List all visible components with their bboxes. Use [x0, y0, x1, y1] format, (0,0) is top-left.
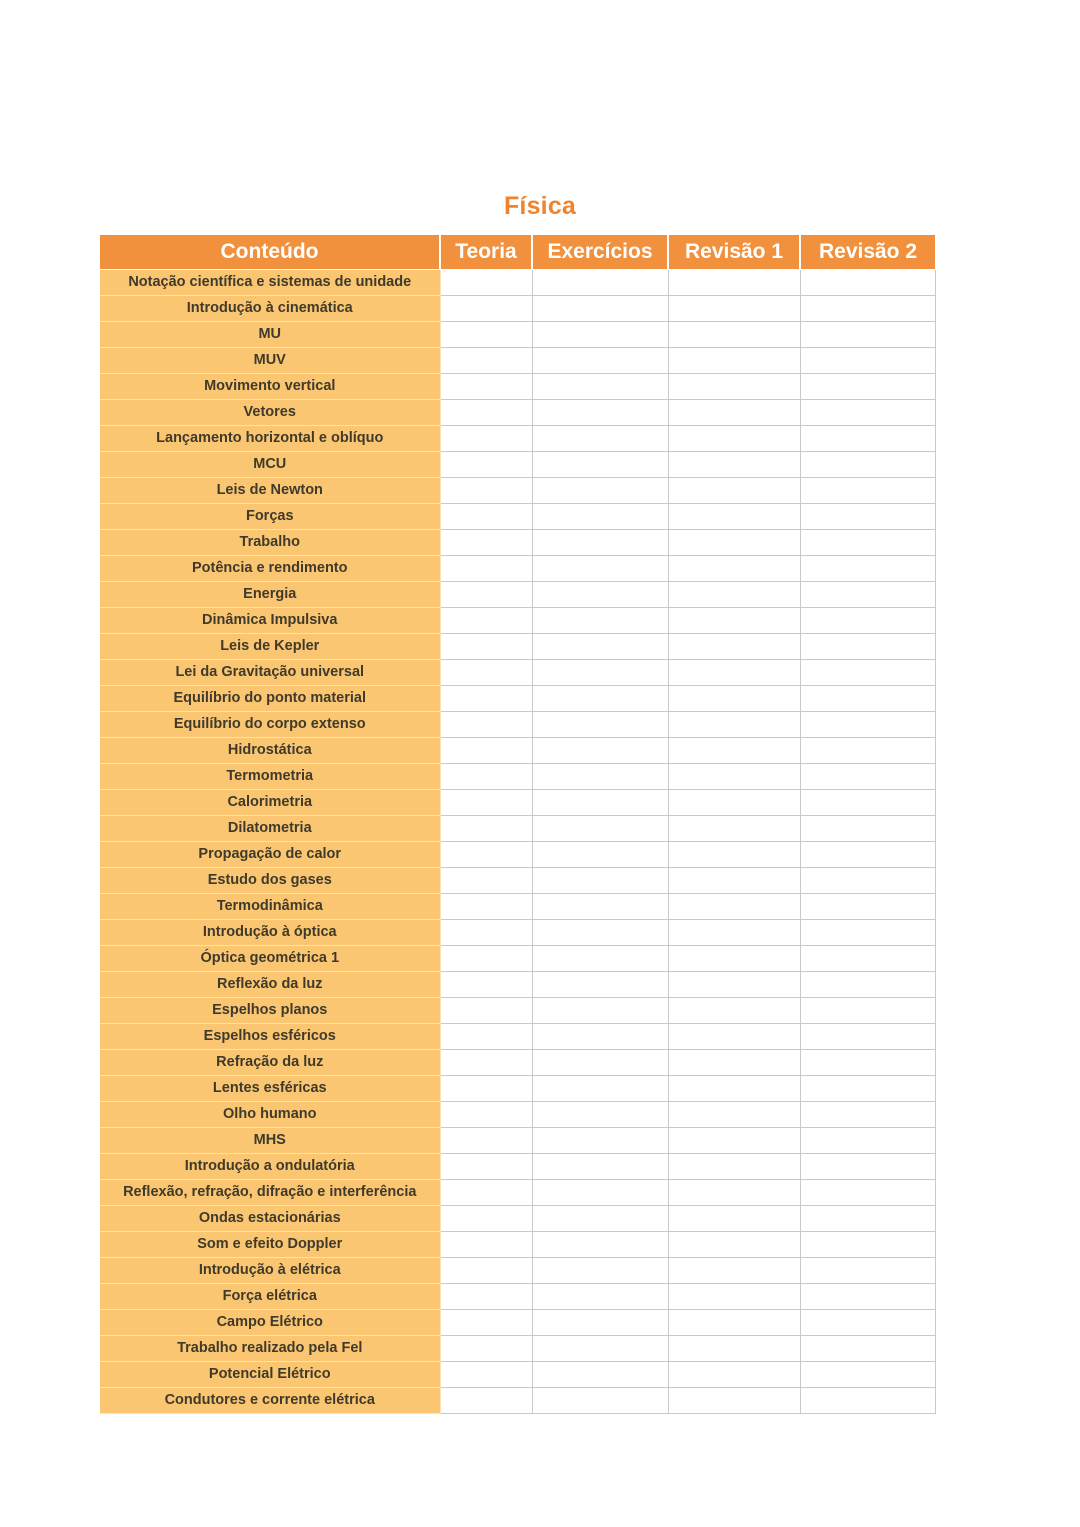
topic-cell: Condutores e corrente elétrica — [100, 1387, 440, 1413]
status-cell-revisao-2[interactable] — [800, 971, 935, 997]
status-cell-teoria[interactable] — [440, 867, 532, 893]
column-header-teoria: Teoria — [440, 235, 532, 269]
topic-cell: Potência e rendimento — [100, 555, 440, 581]
topic-cell: MCU — [100, 451, 440, 477]
status-cell-revisao-2[interactable] — [800, 321, 935, 347]
table-row — [100, 919, 935, 945]
topic-cell: Óptica geométrica 1 — [100, 945, 440, 971]
topic-cell: MUV — [100, 347, 440, 373]
status-cell-exercicios[interactable] — [532, 1283, 668, 1309]
topic-cell: Dilatometria — [100, 815, 440, 841]
status-cell-revisao-1[interactable] — [668, 685, 800, 711]
status-cell-teoria[interactable] — [440, 1049, 532, 1075]
status-cell-revisao-1[interactable] — [668, 295, 800, 321]
status-cell-revisao-1[interactable] — [668, 633, 800, 659]
topic-cell: Hidrostática — [100, 737, 440, 763]
status-cell-revisao-1[interactable] — [668, 919, 800, 945]
table-row — [100, 815, 935, 841]
table-row — [100, 997, 935, 1023]
topic-cell: Introdução à cinemática — [100, 295, 440, 321]
status-cell-revisao-2[interactable] — [800, 815, 935, 841]
status-cell-revisao-1[interactable] — [668, 841, 800, 867]
status-cell-revisao-1[interactable] — [668, 1179, 800, 1205]
status-cell-revisao-2[interactable] — [800, 1309, 935, 1335]
topic-cell: Energia — [100, 581, 440, 607]
status-cell-teoria[interactable] — [440, 399, 532, 425]
status-cell-teoria[interactable] — [440, 893, 532, 919]
status-cell-exercicios[interactable] — [532, 815, 668, 841]
topic-cell: Espelhos planos — [100, 997, 440, 1023]
table-row — [100, 555, 935, 581]
status-cell-revisao-1[interactable] — [668, 425, 800, 451]
topic-cell: Lentes esféricas — [100, 1075, 440, 1101]
status-cell-exercicios[interactable] — [532, 1153, 668, 1179]
status-cell-revisao-1[interactable] — [668, 503, 800, 529]
status-cell-exercicios[interactable] — [532, 1387, 668, 1413]
status-cell-revisao-2[interactable] — [800, 711, 935, 737]
status-cell-revisao-1[interactable] — [668, 451, 800, 477]
status-cell-exercicios[interactable] — [532, 1101, 668, 1127]
status-cell-exercicios[interactable] — [532, 1205, 668, 1231]
status-cell-teoria[interactable] — [440, 1101, 532, 1127]
topic-cell: MU — [100, 321, 440, 347]
status-cell-teoria[interactable] — [440, 815, 532, 841]
status-cell-revisao-1[interactable] — [668, 763, 800, 789]
table-row — [100, 971, 935, 997]
status-cell-teoria[interactable] — [440, 1257, 532, 1283]
topic-cell: Equilíbrio do corpo extenso — [100, 711, 440, 737]
status-cell-revisao-1[interactable] — [668, 659, 800, 685]
column-header-revisao-1: Revisão 1 — [668, 235, 800, 269]
status-cell-revisao-1[interactable] — [668, 1257, 800, 1283]
status-cell-teoria[interactable] — [440, 1335, 532, 1361]
status-cell-exercicios[interactable] — [532, 503, 668, 529]
status-cell-exercicios[interactable] — [532, 399, 668, 425]
table-row — [100, 1023, 935, 1049]
table-row — [100, 841, 935, 867]
table-row — [100, 581, 935, 607]
status-cell-exercicios[interactable] — [532, 1309, 668, 1335]
table-row — [100, 477, 935, 503]
status-cell-teoria[interactable] — [440, 841, 532, 867]
table-row — [100, 737, 935, 763]
status-cell-revisao-1[interactable] — [668, 477, 800, 503]
column-header-revisao-2: Revisão 2 — [800, 235, 935, 269]
status-cell-exercicios[interactable] — [532, 841, 668, 867]
status-cell-revisao-2[interactable] — [800, 1335, 935, 1361]
status-cell-revisao-2[interactable] — [800, 1127, 935, 1153]
status-cell-revisao-1[interactable] — [668, 269, 800, 295]
table-row — [100, 789, 935, 815]
status-cell-teoria[interactable] — [440, 971, 532, 997]
status-cell-exercicios[interactable] — [532, 1049, 668, 1075]
status-cell-teoria[interactable] — [440, 1387, 532, 1413]
topic-cell: Reflexão da luz — [100, 971, 440, 997]
status-cell-revisao-1[interactable] — [668, 399, 800, 425]
table-row — [100, 321, 935, 347]
status-cell-revisao-2[interactable] — [800, 1387, 935, 1413]
status-cell-exercicios[interactable] — [532, 295, 668, 321]
status-cell-exercicios[interactable] — [532, 347, 668, 373]
table-row — [100, 373, 935, 399]
topic-cell: Introdução à óptica — [100, 919, 440, 945]
status-cell-revisao-2[interactable] — [800, 451, 935, 477]
topic-cell: Notação científica e sistemas de unidade — [100, 269, 440, 295]
topic-cell: Força elétrica — [100, 1283, 440, 1309]
status-cell-teoria[interactable] — [440, 321, 532, 347]
topic-cell: Reflexão, refração, difração e interferência — [100, 1179, 440, 1205]
status-cell-revisao-1[interactable] — [668, 1049, 800, 1075]
status-cell-revisao-1[interactable] — [668, 1231, 800, 1257]
status-cell-revisao-2[interactable] — [800, 685, 935, 711]
status-cell-revisao-1[interactable] — [668, 1101, 800, 1127]
status-cell-revisao-2[interactable] — [800, 1023, 935, 1049]
status-cell-revisao-1[interactable] — [668, 1309, 800, 1335]
status-cell-teoria[interactable] — [440, 763, 532, 789]
status-cell-exercicios[interactable] — [532, 633, 668, 659]
status-cell-revisao-2[interactable] — [800, 555, 935, 581]
status-cell-teoria[interactable] — [440, 919, 532, 945]
status-cell-exercicios[interactable] — [532, 1179, 668, 1205]
table-row — [100, 1309, 935, 1335]
status-cell-teoria[interactable] — [440, 945, 532, 971]
status-cell-exercicios[interactable] — [532, 269, 668, 295]
status-cell-revisao-1[interactable] — [668, 607, 800, 633]
table-row — [100, 269, 935, 295]
header-row — [100, 235, 935, 269]
status-cell-exercicios[interactable] — [532, 1075, 668, 1101]
status-cell-revisao-1[interactable] — [668, 711, 800, 737]
status-cell-revisao-2[interactable] — [800, 1179, 935, 1205]
status-cell-exercicios[interactable] — [532, 711, 668, 737]
table-row — [100, 1127, 935, 1153]
status-cell-teoria[interactable] — [440, 997, 532, 1023]
table-row — [100, 945, 935, 971]
status-cell-revisao-2[interactable] — [800, 919, 935, 945]
topic-cell: Forças — [100, 503, 440, 529]
status-cell-revisao-1[interactable] — [668, 997, 800, 1023]
status-cell-teoria[interactable] — [440, 425, 532, 451]
table-row — [100, 529, 935, 555]
status-cell-exercicios[interactable] — [532, 607, 668, 633]
topic-cell: Ondas estacionárias — [100, 1205, 440, 1231]
topic-cell: Calorimetria — [100, 789, 440, 815]
table-row — [100, 763, 935, 789]
topic-cell: Potencial Elétrico — [100, 1361, 440, 1387]
status-cell-exercicios[interactable] — [532, 477, 668, 503]
topic-cell: Olho humano — [100, 1101, 440, 1127]
status-cell-exercicios[interactable] — [532, 789, 668, 815]
status-cell-revisao-1[interactable] — [668, 1023, 800, 1049]
status-cell-revisao-2[interactable] — [800, 425, 935, 451]
table-row — [100, 867, 935, 893]
status-cell-teoria[interactable] — [440, 1179, 532, 1205]
table-row — [100, 1205, 935, 1231]
status-cell-revisao-1[interactable] — [668, 529, 800, 555]
status-cell-revisao-2[interactable] — [800, 347, 935, 373]
status-cell-revisao-1[interactable] — [668, 971, 800, 997]
table-row — [100, 425, 935, 451]
status-cell-teoria[interactable] — [440, 373, 532, 399]
status-cell-revisao-1[interactable] — [668, 737, 800, 763]
status-cell-exercicios[interactable] — [532, 1023, 668, 1049]
topic-cell: Campo Elétrico — [100, 1309, 440, 1335]
status-cell-revisao-2[interactable] — [800, 373, 935, 399]
topic-cell: Trabalho — [100, 529, 440, 555]
status-cell-teoria[interactable] — [440, 685, 532, 711]
status-cell-teoria[interactable] — [440, 529, 532, 555]
topic-cell: Som e efeito Doppler — [100, 1231, 440, 1257]
status-cell-exercicios[interactable] — [532, 555, 668, 581]
table-row — [100, 1361, 935, 1387]
column-header-conteudo: Conteúdo — [100, 235, 440, 269]
status-cell-revisao-2[interactable] — [800, 295, 935, 321]
status-cell-revisao-1[interactable] — [668, 1075, 800, 1101]
status-cell-exercicios[interactable] — [532, 321, 668, 347]
status-cell-exercicios[interactable] — [532, 867, 668, 893]
topic-cell: Equilíbrio do ponto material — [100, 685, 440, 711]
status-cell-teoria[interactable] — [440, 633, 532, 659]
table-body — [100, 269, 935, 1413]
status-cell-revisao-2[interactable] — [800, 867, 935, 893]
status-cell-exercicios[interactable] — [532, 919, 668, 945]
status-cell-exercicios[interactable] — [532, 373, 668, 399]
status-cell-revisao-1[interactable] — [668, 555, 800, 581]
topic-cell: Espelhos esféricos — [100, 1023, 440, 1049]
status-cell-revisao-1[interactable] — [668, 347, 800, 373]
status-cell-revisao-1[interactable] — [668, 1205, 800, 1231]
topic-cell: Refração da luz — [100, 1049, 440, 1075]
topic-cell: Introdução à elétrica — [100, 1257, 440, 1283]
topic-cell: Dinâmica Impulsiva — [100, 607, 440, 633]
status-cell-teoria[interactable] — [440, 711, 532, 737]
status-cell-revisao-2[interactable] — [800, 399, 935, 425]
status-cell-revisao-2[interactable] — [800, 659, 935, 685]
status-cell-exercicios[interactable] — [532, 1361, 668, 1387]
table-row — [100, 1049, 935, 1075]
status-cell-revisao-2[interactable] — [800, 477, 935, 503]
topic-cell: Leis de Kepler — [100, 633, 440, 659]
status-cell-teoria[interactable] — [440, 789, 532, 815]
status-cell-revisao-2[interactable] — [800, 1049, 935, 1075]
table-row — [100, 893, 935, 919]
table-row — [100, 451, 935, 477]
status-cell-revisao-2[interactable] — [800, 607, 935, 633]
table-row — [100, 685, 935, 711]
status-cell-revisao-2[interactable] — [800, 633, 935, 659]
topic-cell: Movimento vertical — [100, 373, 440, 399]
status-cell-teoria[interactable] — [440, 1309, 532, 1335]
status-cell-exercicios[interactable] — [532, 1335, 668, 1361]
status-cell-revisao-2[interactable] — [800, 997, 935, 1023]
status-cell-revisao-1[interactable] — [668, 581, 800, 607]
status-cell-revisao-2[interactable] — [800, 1361, 935, 1387]
status-cell-teoria[interactable] — [440, 269, 532, 295]
status-cell-revisao-1[interactable] — [668, 1335, 800, 1361]
status-cell-teoria[interactable] — [440, 607, 532, 633]
status-cell-teoria[interactable] — [440, 295, 532, 321]
table-row — [100, 1283, 935, 1309]
status-cell-revisao-1[interactable] — [668, 321, 800, 347]
status-cell-revisao-2[interactable] — [800, 893, 935, 919]
status-cell-revisao-1[interactable] — [668, 1127, 800, 1153]
status-cell-exercicios[interactable] — [532, 529, 668, 555]
status-cell-revisao-2[interactable] — [800, 581, 935, 607]
status-cell-revisao-1[interactable] — [668, 1153, 800, 1179]
table-row — [100, 347, 935, 373]
status-cell-exercicios[interactable] — [532, 1231, 668, 1257]
status-cell-revisao-2[interactable] — [800, 529, 935, 555]
topic-cell: Termometria — [100, 763, 440, 789]
table-row — [100, 1075, 935, 1101]
status-cell-teoria[interactable] — [440, 1231, 532, 1257]
status-cell-teoria[interactable] — [440, 581, 532, 607]
status-cell-exercicios[interactable] — [532, 1127, 668, 1153]
table-row — [100, 1153, 935, 1179]
status-cell-teoria[interactable] — [440, 1153, 532, 1179]
status-cell-revisao-2[interactable] — [800, 1283, 935, 1309]
topic-cell: Lei da Gravitação universal — [100, 659, 440, 685]
status-cell-teoria[interactable] — [440, 347, 532, 373]
topic-cell: MHS — [100, 1127, 440, 1153]
page-title: Física — [503, 192, 577, 220]
status-cell-teoria[interactable] — [440, 1361, 532, 1387]
table-row — [100, 503, 935, 529]
status-cell-teoria[interactable] — [440, 503, 532, 529]
status-cell-teoria[interactable] — [440, 737, 532, 763]
status-cell-revisao-2[interactable] — [800, 1075, 935, 1101]
status-cell-teoria[interactable] — [440, 451, 532, 477]
status-cell-revisao-2[interactable] — [800, 945, 935, 971]
table-row — [100, 711, 935, 737]
status-cell-teoria[interactable] — [440, 659, 532, 685]
table-row — [100, 399, 935, 425]
table-row — [100, 607, 935, 633]
status-cell-revisao-1[interactable] — [668, 867, 800, 893]
study-checklist-table — [100, 235, 936, 1414]
status-cell-exercicios[interactable] — [532, 451, 668, 477]
status-cell-revisao-1[interactable] — [668, 893, 800, 919]
topic-cell: Vetores — [100, 399, 440, 425]
status-cell-revisao-2[interactable] — [800, 1153, 935, 1179]
status-cell-revisao-2[interactable] — [800, 737, 935, 763]
status-cell-revisao-2[interactable] — [800, 1257, 935, 1283]
table-row — [100, 1101, 935, 1127]
status-cell-teoria[interactable] — [440, 1023, 532, 1049]
status-cell-teoria[interactable] — [440, 477, 532, 503]
table-row — [100, 1231, 935, 1257]
status-cell-revisao-1[interactable] — [668, 1361, 800, 1387]
status-cell-revisao-2[interactable] — [800, 503, 935, 529]
status-cell-exercicios[interactable] — [532, 763, 668, 789]
status-cell-revisao-1[interactable] — [668, 945, 800, 971]
table-row — [100, 1179, 935, 1205]
status-cell-revisao-1[interactable] — [668, 1283, 800, 1309]
topic-cell: Lançamento horizontal e oblíquo — [100, 425, 440, 451]
topic-cell: Estudo dos gases — [100, 867, 440, 893]
status-cell-exercicios[interactable] — [532, 425, 668, 451]
status-cell-exercicios[interactable] — [532, 737, 668, 763]
table-row — [100, 633, 935, 659]
status-cell-teoria[interactable] — [440, 1283, 532, 1309]
status-cell-revisao-1[interactable] — [668, 1387, 800, 1413]
status-cell-revisao-1[interactable] — [668, 373, 800, 399]
topic-cell: Leis de Newton — [100, 477, 440, 503]
status-cell-exercicios[interactable] — [532, 581, 668, 607]
status-cell-exercicios[interactable] — [532, 997, 668, 1023]
topic-cell: Trabalho realizado pela Fel — [100, 1335, 440, 1361]
status-cell-revisao-2[interactable] — [800, 763, 935, 789]
status-cell-teoria[interactable] — [440, 1205, 532, 1231]
status-cell-revisao-2[interactable] — [800, 789, 935, 815]
table-row — [100, 659, 935, 685]
status-cell-exercicios[interactable] — [532, 685, 668, 711]
status-cell-revisao-1[interactable] — [668, 789, 800, 815]
status-cell-revisao-2[interactable] — [800, 841, 935, 867]
status-cell-exercicios[interactable] — [532, 971, 668, 997]
table-row — [100, 1257, 935, 1283]
status-cell-revisao-2[interactable] — [800, 1205, 935, 1231]
status-cell-teoria[interactable] — [440, 555, 532, 581]
status-cell-exercicios[interactable] — [532, 893, 668, 919]
status-cell-revisao-2[interactable] — [800, 269, 935, 295]
table-row — [100, 1335, 935, 1361]
column-header-exercicios: Exercícios — [532, 235, 668, 269]
status-cell-teoria[interactable] — [440, 1127, 532, 1153]
status-cell-revisao-1[interactable] — [668, 815, 800, 841]
topic-cell: Propagação de calor — [100, 841, 440, 867]
status-cell-exercicios[interactable] — [532, 1257, 668, 1283]
status-cell-revisao-2[interactable] — [800, 1231, 935, 1257]
topic-cell: Termodinâmica — [100, 893, 440, 919]
status-cell-revisao-2[interactable] — [800, 1101, 935, 1127]
status-cell-exercicios[interactable] — [532, 945, 668, 971]
table-row — [100, 1387, 935, 1413]
table-row — [100, 295, 935, 321]
topic-cell: Introdução a ondulatória — [100, 1153, 440, 1179]
status-cell-exercicios[interactable] — [532, 659, 668, 685]
status-cell-teoria[interactable] — [440, 1075, 532, 1101]
table-header — [100, 235, 935, 269]
